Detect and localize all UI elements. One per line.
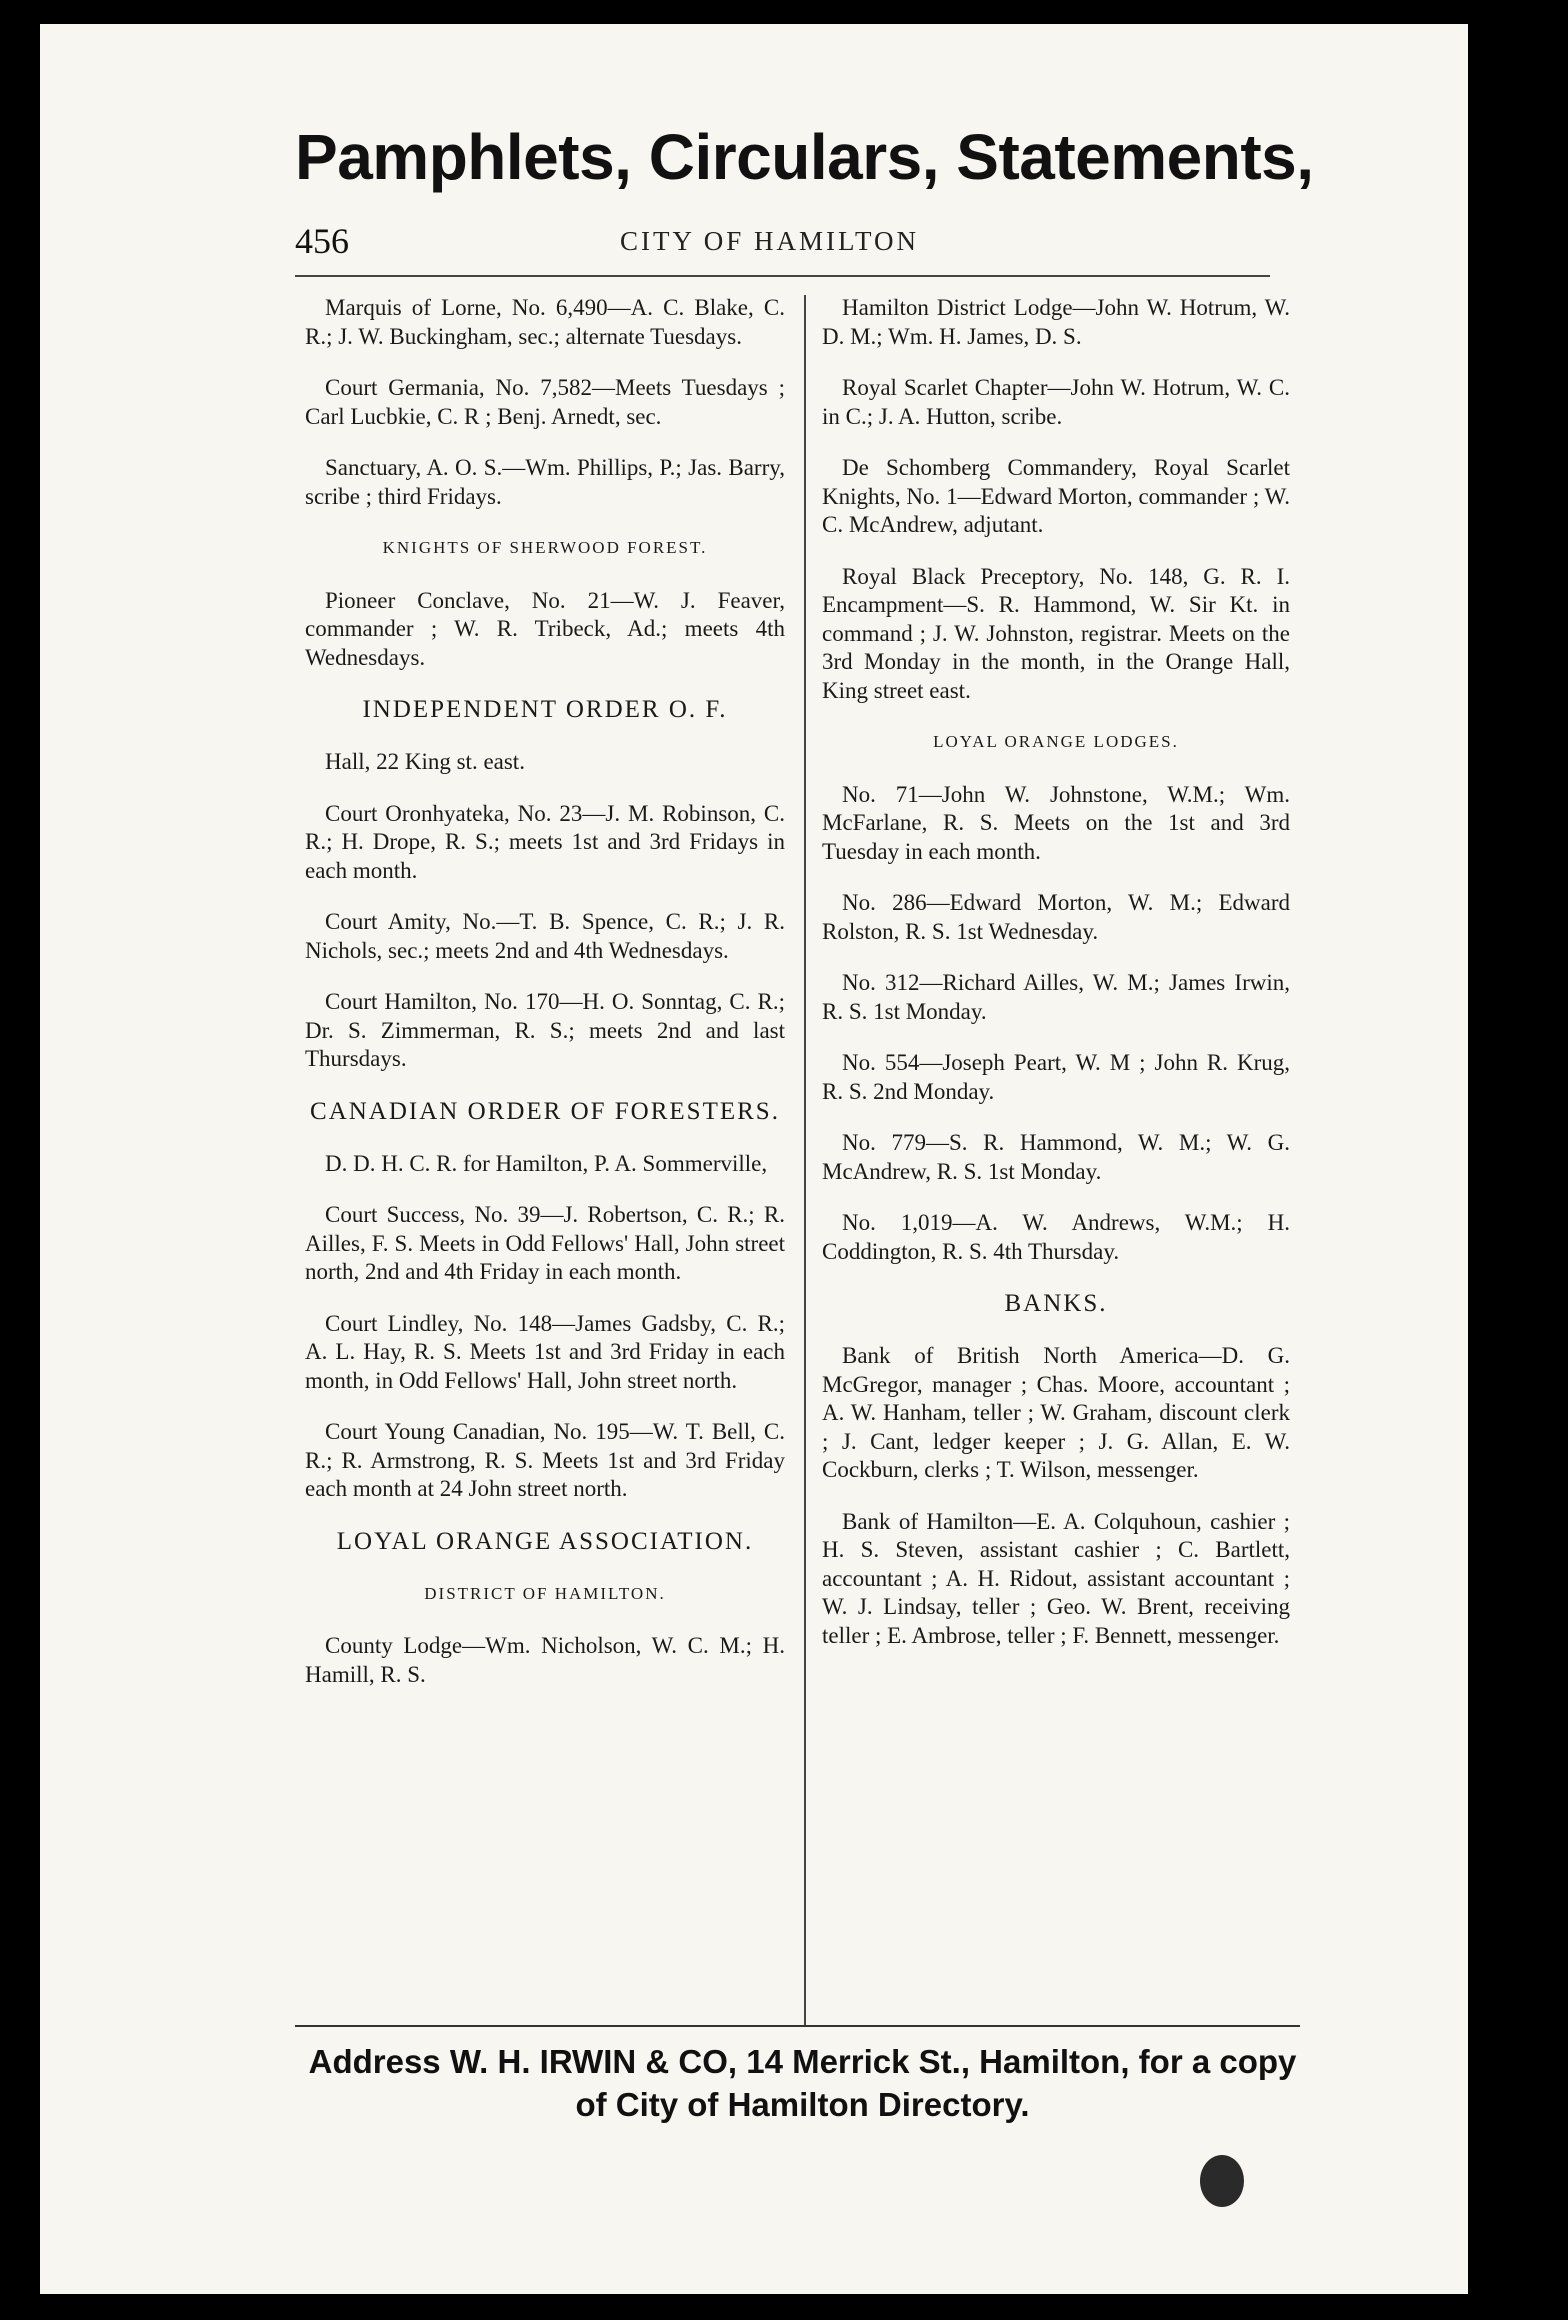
right-column	[822, 294, 1290, 1673]
page-number: 456	[295, 221, 349, 261]
directory-entry: No. 554—Joseph Peart, W. M ; John R. Krug, R. S. 2nd Monday.	[822, 1050, 1290, 1104]
column-rule	[804, 295, 806, 2025]
directory-entry: County Lodge—Wm. Nicholson, W. C. M.; H. Hamill, R. S.	[305, 1633, 785, 1687]
section-subheading: KNIGHTS OF SHERWOOD FOREST.	[382, 538, 708, 557]
bottom-banner: Address W. H. IRWIN & CO, 14 Merrick St., Hamilton, for a copy of City of Hamilton Directory.	[308, 2043, 1297, 2123]
directory-entry: Royal Black Preceptory, No. 148, G. R. I. Encampment—S. R. Hammond, W. Sir Kt. in command ; J. W. Johnston, registrar. Meets on the 3rd Monday in the month, in the Orange Hall, King street east.	[822, 563, 1290, 703]
footer-rule	[295, 2025, 1300, 2027]
directory-entry: No. 71—John W. Johnstone, W.M.; Wm. McFarlane, R. S. Meets on the 1st and 3rd Tuesday in each month.	[822, 781, 1290, 864]
directory-entry: Hamilton District Lodge—John W. Hotrum, W. D. M.; Wm. H. James, D. S.	[822, 295, 1290, 349]
running-head: CITY OF HAMILTON	[620, 226, 920, 256]
section-heading: BANKS.	[1004, 1290, 1108, 1317]
directory-entry: Royal Scarlet Chapter—John W. Hotrum, W. C. in C.; J. A. Hutton, scribe.	[822, 375, 1290, 429]
scan-border	[1468, 0, 1568, 2320]
directory-entry: Pioneer Conclave, No. 21—W. J. Feaver, commander ; W. R. Tribeck, Ad.; meets 4th Wednesdays.	[305, 587, 785, 670]
directory-entry: Bank of Hamilton—E. A. Colquhoun, cashier ; H. S. Steven, assistant cashier ; C. Bartlett, accountant ; A. H. Ridout, assistant accountant ; W. J. Lindsay, teller ; Geo. W. Brent, receiving teller ; E. Ambrose, teller ; F. Bennett, messenger.	[822, 1508, 1290, 1648]
directory-entry: D. D. H. C. R. for Hamilton, P. A. Sommerville,	[325, 1150, 768, 1176]
directory-entry: No. 312—Richard Ailles, W. M.; James Irwin, R. S. 1st Monday.	[822, 970, 1290, 1024]
directory-entry: Court Germania, No. 7,582—Meets Tuesdays ; Carl Lucbkie, C. R ; Benj. Arnedt, sec.	[305, 375, 785, 429]
section-subheading: LOYAL ORANGE LODGES.	[933, 732, 1179, 751]
directory-entry: No. 779—S. R. Hammond, W. M.; W. G. McAndrew, R. S. 1st Monday.	[822, 1130, 1290, 1184]
directory-entry: Hall, 22 King st. east.	[325, 749, 525, 774]
directory-entry: Marquis of Lorne, No. 6,490—A. C. Blake, C. R.; J. W. Buckingham, sec.; alternate Tuesdays.	[305, 295, 785, 349]
directory-entry: Bank of British North America—D. G. McGregor, manager ; Chas. Moore, accountant ; A. W. Hanham, teller ; W. Graham, discount clerk ; J. Cant, ledger keeper ; J. G. Allan, E. W. Cockburn, clerks ; T. Wilson, messenger.	[822, 1343, 1290, 1482]
directory-entry: No. 286—Edward Morton, W. M.; Edward Rolston, R. S. 1st Wednesday.	[822, 890, 1290, 944]
section-heading: CANADIAN ORDER OF FORESTERS.	[310, 1097, 780, 1125]
directory-entry: De Schomberg Commandery, Royal Scarlet Knights, No. 1—Edward Morton, commander ; W. C. McAndrew, adjutant.	[822, 455, 1290, 537]
directory-entry: Court Young Canadian, No. 195—W. T. Bell, C. R.; R. Armstrong, R. S. Meets 1st and 3rd Friday each month at 24 John street north.	[305, 1419, 785, 1501]
section-heading: LOYAL ORANGE ASSOCIATION.	[336, 1527, 754, 1555]
top-banner: Pamphlets, Circulars, Statements,	[295, 121, 1314, 193]
header-rule	[295, 275, 1270, 277]
left-column	[305, 294, 785, 1712]
directory-entry: Court Hamilton, No. 170—H. O. Sonntag, C. R.; Dr. S. Zimmerman, R. S.; meets 2nd and last Thursdays.	[305, 989, 785, 1071]
ink-blot	[1200, 2155, 1244, 2207]
directory-entry: Court Lindley, No. 148—James Gadsby, C. R.; A. L. Hay, R. S. Meets 1st and 3rd Friday in each month, in Odd Fellows' Hall, John street north.	[305, 1310, 785, 1393]
section-subheading: DISTRICT OF HAMILTON.	[424, 1583, 666, 1603]
directory-entry: Court Success, No. 39—J. Robertson, C. R.; R. Ailles, F. S. Meets in Odd Fellows' Hall, John street north, 2nd and 4th Friday in each month.	[305, 1202, 785, 1284]
directory-entry: Sanctuary, A. O. S.—Wm. Phillips, P.; Jas. Barry, scribe ; third Fridays.	[305, 455, 785, 509]
section-heading: INDEPENDENT ORDER O. F.	[362, 696, 728, 723]
directory-entry: Court Oronhyateka, No. 23—J. M. Robinson, C. R.; H. Drope, R. S.; meets 1st and 3rd Fridays in each month.	[305, 800, 785, 883]
directory-entry: No. 1,019—A. W. Andrews, W.M.; H. Coddington, R. S. 4th Thursday.	[822, 1210, 1290, 1264]
directory-entry: Court Amity, No.—T. B. Spence, C. R.; J. R. Nichols, sec.; meets 2nd and 4th Wednesdays.	[305, 909, 785, 963]
